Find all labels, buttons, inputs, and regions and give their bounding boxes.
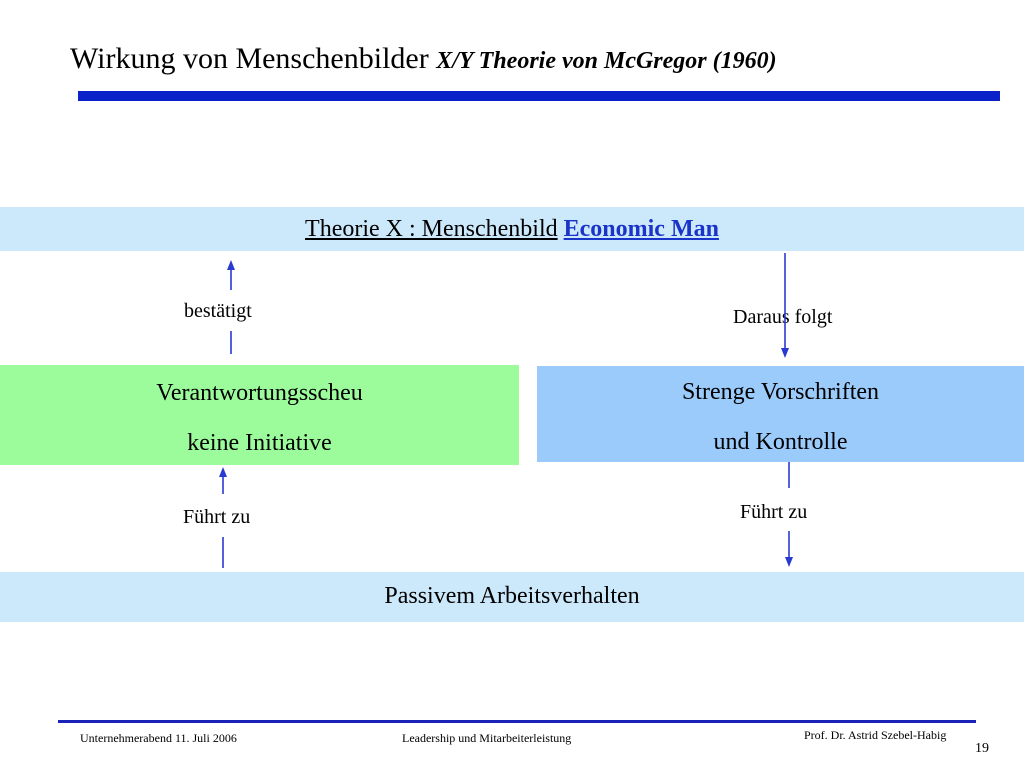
follows-label: Daraus folgt bbox=[733, 306, 833, 328]
follows-arrowhead bbox=[781, 348, 789, 358]
footer-event: Unternehmerabend 11. Juli 2006 bbox=[80, 731, 237, 745]
leads-right-arrowhead bbox=[785, 557, 793, 567]
leads-left-arrowhead bbox=[219, 467, 227, 477]
page-number: 19 bbox=[975, 741, 989, 756]
confirms-label: bestätigt bbox=[184, 300, 252, 322]
footer-author: Prof. Dr. Astrid Szebel-Habig bbox=[804, 728, 947, 742]
responsibility-line1: Verantwortungsscheu bbox=[156, 380, 363, 406]
leads-to-left-label: Führt zu bbox=[183, 506, 251, 528]
rules-line2: und Kontrolle bbox=[713, 429, 848, 455]
leads-to-right-label: Führt zu bbox=[740, 501, 808, 523]
title-subtitle: X/Y Theorie von McGregor (1960) bbox=[436, 48, 777, 74]
title-main: Wirkung von Menschenbilder bbox=[70, 42, 437, 75]
footer-topic: Leadership und Mitarbeiterleistung bbox=[402, 731, 572, 745]
responsibility-line2: keine Initiative bbox=[187, 430, 332, 456]
passive-behaviour-label: Passivem Arbeitsverhalten bbox=[384, 583, 640, 609]
confirms-arrowhead bbox=[227, 260, 235, 270]
economic-man-link[interactable]: Economic Man bbox=[563, 216, 719, 242]
rules-line1: Strenge Vorschriften bbox=[681, 379, 880, 405]
theory-x-label: Theorie X : Menschenbild bbox=[305, 216, 558, 242]
footer-rule bbox=[58, 720, 976, 723]
